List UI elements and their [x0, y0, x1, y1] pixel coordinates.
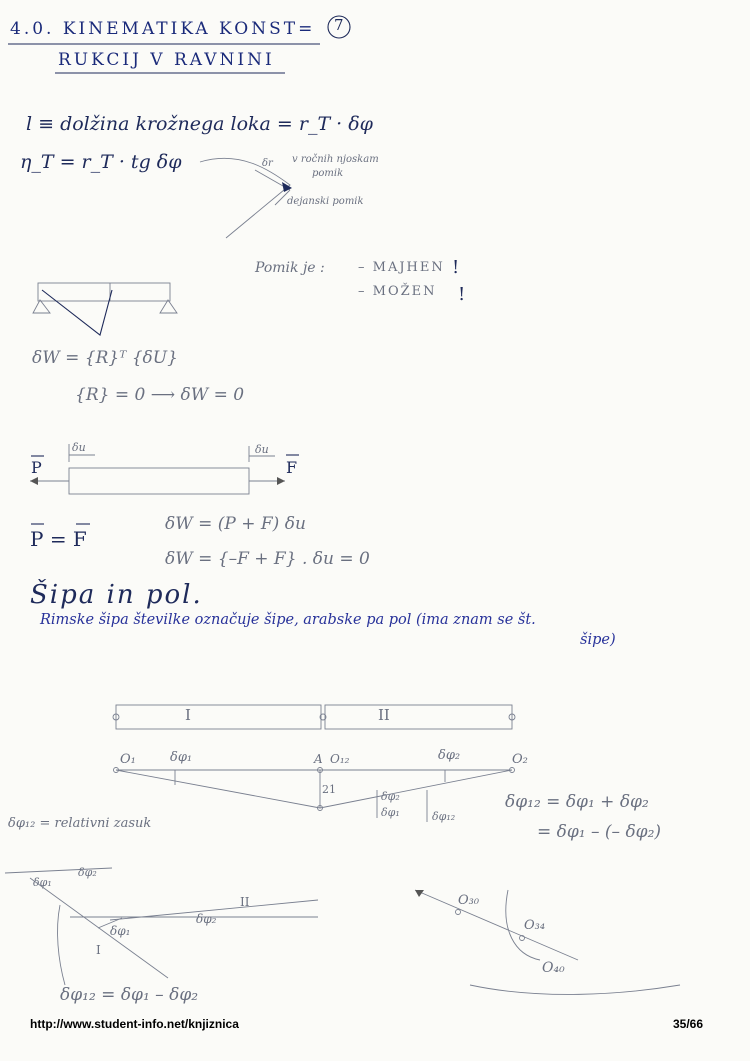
footer-url[interactable]: http://www.student-info.net/knjiznica	[30, 1017, 239, 1031]
bottom-label-I: I	[96, 943, 101, 957]
page-number: 35/66	[673, 1017, 704, 1031]
bar-element	[69, 468, 249, 494]
sipa-heading: Šipa in pol.	[30, 580, 203, 610]
title-circle-number: 7	[334, 16, 344, 34]
exclamation-2: !	[458, 284, 466, 305]
rigid-body-I	[116, 705, 321, 729]
o1-label: O₁	[120, 752, 136, 767]
sipa-note-line-1: Rimske šipa številke označuje šipe, arabske pa pol (ima znam se št.	[40, 612, 536, 628]
body-II-label: II	[378, 706, 390, 724]
right-bottom-stroke	[470, 985, 680, 994]
pomik-majhen: – MAJHEN	[358, 260, 445, 275]
p-equals-f: P = F	[30, 527, 87, 551]
relative-rotation-eq-1: δφ₁₂ = δφ₁ + δφ₂	[505, 792, 649, 812]
bottom-equation: δφ₁₂ = δφ₁ – δφ₂	[60, 985, 199, 1005]
body-I-label: I	[185, 706, 191, 724]
o34-label: O₃₄	[524, 918, 546, 933]
arc-length-definition: l ≡ dolžina krožnega loka = r_T · δφ	[26, 113, 373, 135]
force-f-arrowhead	[277, 477, 285, 485]
bottom-dphi1-b: δφ₁	[110, 924, 131, 938]
o2-label: O₂	[512, 752, 528, 767]
bottom-dphi2-b: δφ₂	[196, 912, 217, 926]
bottom-dphi2: δφ₂	[78, 866, 97, 879]
support-right	[160, 300, 177, 313]
sketch-note-dr: δr	[262, 158, 273, 169]
pencil-arc	[200, 158, 290, 238]
virtual-work-eq-3: δW = (P + F) δu	[165, 514, 306, 534]
dphi12-label: δφ₁₂	[432, 810, 456, 823]
bottom-label-II: II	[240, 895, 250, 909]
dphi1-small-label: δφ₁	[381, 806, 400, 819]
dphi2-label: δφ₂	[438, 748, 461, 763]
virtual-work-eq-4: δW = {–F + F} . δu = 0	[165, 549, 370, 569]
point-21-label: 21	[322, 783, 336, 796]
virtual-work-eq-2: {R} = 0 ⟶ δW = 0	[75, 385, 245, 405]
o40-label: O₄₀	[542, 960, 565, 976]
du-left-label: δu	[72, 441, 86, 454]
o30-label: O₃₀	[458, 893, 480, 908]
a-label: A	[314, 752, 323, 766]
sketch-note-2: v ročnih njoskam	[292, 154, 379, 165]
du-right-label: δu	[255, 443, 269, 456]
beam-sketch	[38, 283, 170, 301]
displaced-line-II	[320, 770, 512, 808]
o12-label: O₁₂	[330, 752, 350, 766]
dphi2-small-label: δφ₂	[381, 790, 400, 803]
force-p-arrowhead	[30, 477, 38, 485]
rigid-body-II	[325, 705, 512, 729]
eta-definition: η_T = r_T · tg δφ	[20, 151, 182, 173]
exclamation-1: !	[452, 257, 460, 278]
virtual-work-eq-1: δW = {R}ᵀ {δU}	[32, 348, 178, 368]
pomik-mozen: – MOŽEN	[358, 284, 437, 299]
sketch-note-3: pomik	[312, 168, 344, 179]
force-p-label: P	[31, 458, 42, 477]
pomik-label: Pomik je :	[255, 260, 325, 276]
title-line-1: 4.0. KINEMATIKA KONST=	[10, 19, 316, 39]
displaced-line-I	[116, 770, 320, 808]
title-line-2: RUKCIJ V RAVNINI	[58, 50, 275, 70]
sipa-note-line-2: šipe)	[580, 632, 616, 648]
right-line	[415, 890, 578, 960]
point-o30	[456, 910, 461, 915]
relative-rotation-eq-2: = δφ₁ – (– δφ₂)	[537, 822, 662, 842]
beam-deflection	[42, 290, 112, 335]
force-f-label: F	[286, 458, 298, 477]
bottom-dphi1: δφ₁	[33, 876, 52, 889]
sketch-note-4: dejanski pomik	[287, 196, 364, 207]
support-left	[33, 300, 50, 313]
dphi1-label: δφ₁	[170, 750, 193, 765]
relative-rotation-note: δφ₁₂ = relativni zasuk	[8, 816, 152, 831]
bottom-curve	[58, 905, 65, 985]
